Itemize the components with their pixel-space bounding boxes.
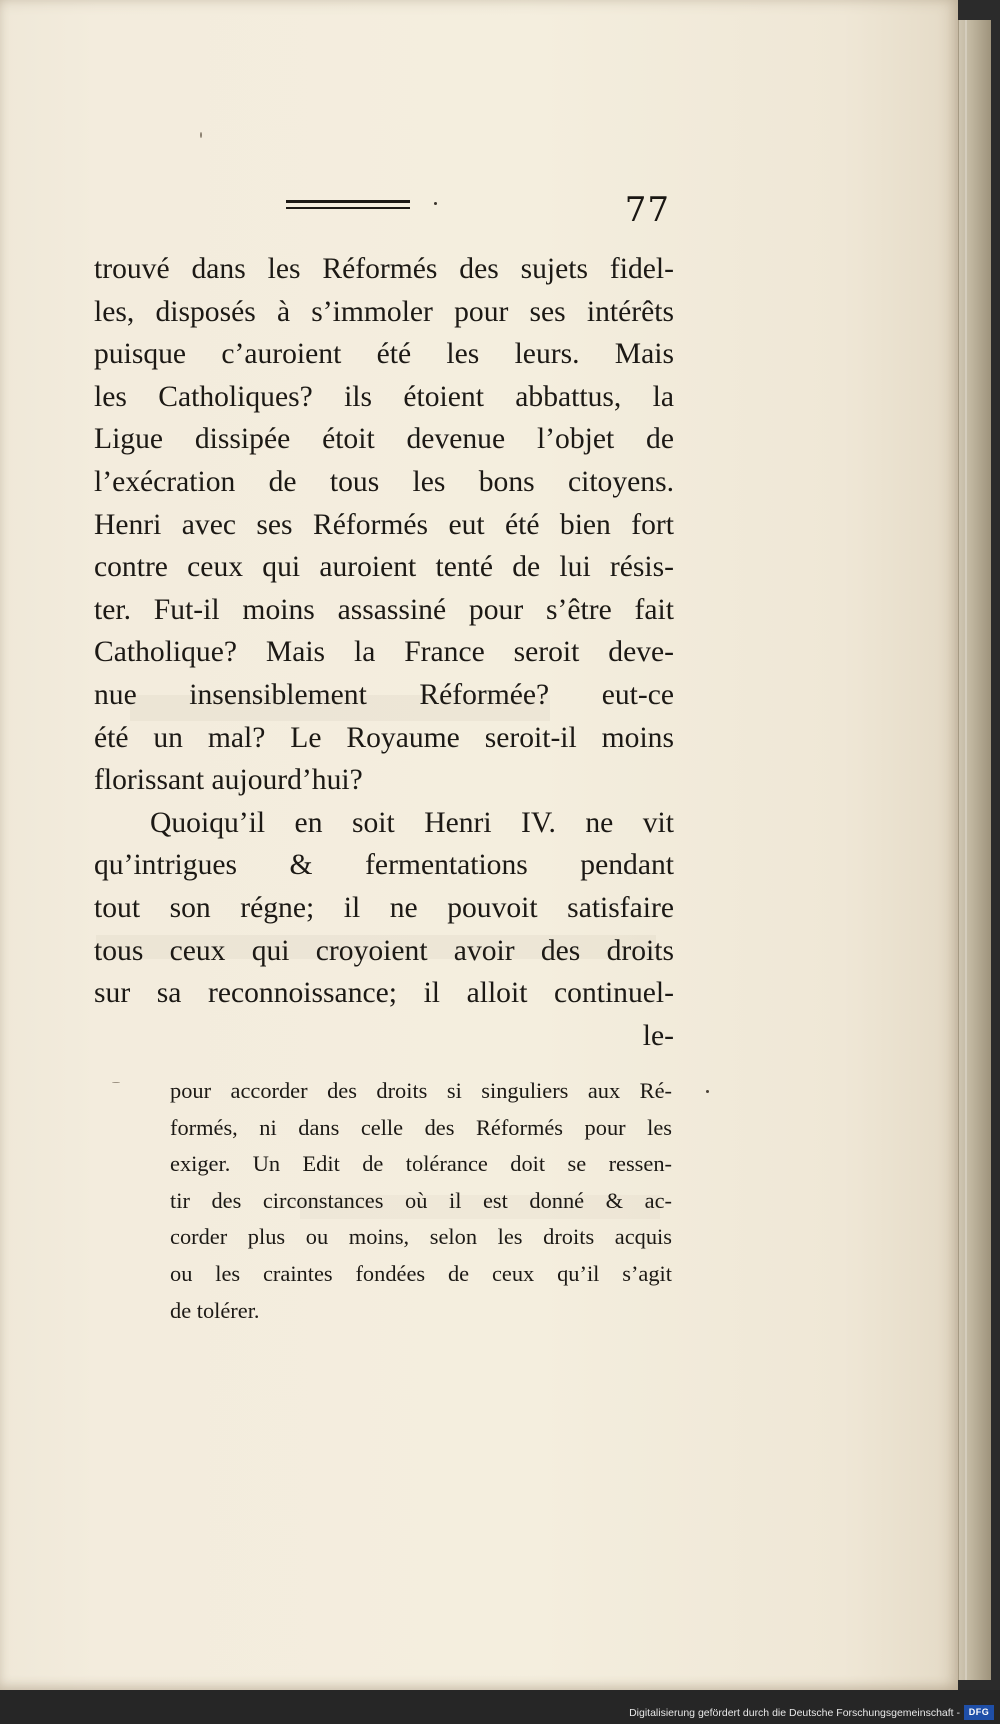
text-line: puisque c’auroient été les leurs. Mais: [94, 338, 674, 371]
text-line: les Catholiques? ils étoient abbattus, la: [94, 380, 674, 413]
footnote-line: corder plus ou moins, selon les droits acquis: [170, 1224, 672, 1250]
main-text-block: [94, 248, 674, 1057]
text-line: été un mal? Le Royaume seroit-il moins: [94, 721, 674, 754]
catchword: le-: [642, 1019, 674, 1052]
text-line: Ligue dissipée étoit devenue l’objet de: [94, 423, 674, 456]
book-page-edge: [958, 20, 991, 1680]
header-ornament-rule: [286, 200, 410, 209]
text-line: les, disposés à s’immoler pour ses intérêts: [94, 295, 674, 328]
paragraph-start-line: Quoiqu’il en soit Henri IV. ne vit: [150, 806, 674, 839]
text-line: nue insensiblement Réformée? eut-ce: [94, 678, 674, 711]
text-line: tous ceux qui croyoient avoir des droits: [94, 934, 674, 967]
text-line: tout son régne; il ne pouvoit satisfaire: [94, 891, 674, 924]
header-ornament-dot: [434, 202, 437, 205]
footnote-line: tir des circonstances où il est donné & ac-: [170, 1187, 672, 1213]
digitization-credit-text: Digitalisierung gefördert durch die Deutsche Forschungsgemeinschaft -: [629, 1707, 960, 1719]
text-line: l’exécration de tous les bons citoyens.: [94, 465, 674, 498]
text-line: trouvé dans les Réformés des sujets fidel-: [94, 253, 674, 285]
text-line: florissant aujourd’hui?: [94, 764, 363, 797]
footnote-line: ou les craintes fondées de ceux qu’il s’agit: [170, 1260, 672, 1286]
page-number: 77: [624, 190, 670, 230]
text-line: ter. Fut-il moins assassiné pour s’être fait: [94, 593, 674, 626]
footnote-line: formés, ni dans celle des Réformés pour les: [170, 1114, 672, 1140]
footnote-block: [170, 1073, 672, 1329]
footnote-line: exiger. Un Edit de tolérance doit se ressen-: [170, 1151, 672, 1177]
paper-speck: [706, 1090, 709, 1093]
text-line: Catholique? Mais la France seroit deve-: [94, 636, 674, 669]
dfg-logo-icon: DFG: [964, 1705, 994, 1720]
text-line: qu’intrigues & fermentations pendant: [94, 849, 674, 882]
text-line: Henri avec ses Réformés eut été bien fort: [94, 508, 674, 541]
text-line: sur sa reconnoissance; il alloit continuel-: [94, 977, 674, 1010]
footnote-line: pour accorder des droits si singuliers aux Ré-: [170, 1078, 672, 1103]
paper-speck: [200, 132, 202, 138]
paper-speck: [112, 1082, 120, 1083]
footnote-line: de tolérer.: [170, 1297, 260, 1323]
text-line: contre ceux qui auroient tenté de lui résis-: [94, 551, 674, 584]
